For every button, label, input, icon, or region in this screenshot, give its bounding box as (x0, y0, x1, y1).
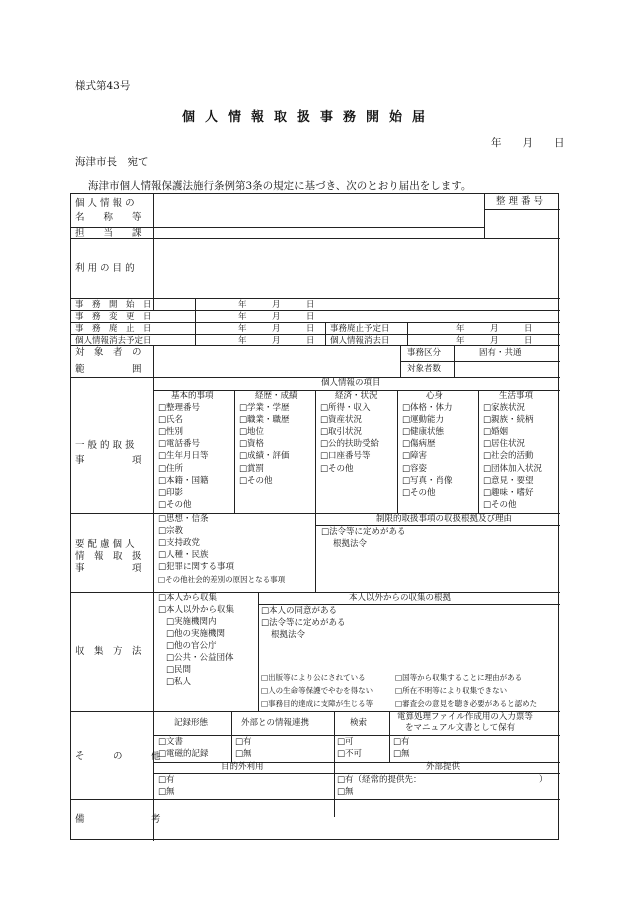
item-checkbox-career[interactable]: □ その他 (239, 476, 273, 487)
link-no-checkbox[interactable]: □ 無 (235, 749, 252, 760)
sensitive-label-3: 事 項 (75, 563, 142, 574)
general-label-2: 事 項 (75, 455, 142, 466)
abolish-date-label: 事 務 廃 止 日 (75, 324, 152, 334)
item-checkbox-basic[interactable]: □ 氏名 (158, 415, 183, 426)
item-checkbox-basic[interactable]: □ 本籍・国籍 (158, 476, 209, 487)
purpose-label: 利 用 の 目 的 (75, 263, 135, 274)
basis-consent-checkbox[interactable]: □ 本人の同意がある (261, 606, 337, 617)
info-link-header: 外部との情報連携 (241, 718, 310, 728)
collect-self-checkbox[interactable]: □ 本人から収集 (158, 593, 217, 604)
office-class-label: 事務区分 (407, 348, 442, 358)
reason-checkbox[interactable]: □ 出版等により公にされている (261, 673, 366, 683)
internal-yes-checkbox[interactable]: □ 有 (158, 775, 175, 786)
item-checkbox-life[interactable]: □ 居住状況 (483, 439, 525, 450)
manual-header-1: 電算処理ファイル作成用の入力票等 (397, 712, 533, 722)
source-checkbox[interactable]: □ 実施機関内 (166, 617, 217, 628)
sensitive-checkbox[interactable]: □ 支持政党 (158, 538, 200, 549)
erase-date-field[interactable]: 年 月 日 (456, 336, 533, 346)
page-title: 個人情報取扱事務開始届 (182, 110, 436, 125)
item-checkbox-life[interactable]: □ 団体加入状況 (483, 464, 542, 475)
item-checkbox-career[interactable]: □ 職業・職歴 (239, 415, 290, 426)
sensitive-basis-header: 制限的取扱事項の収扱根拠及び理由 (376, 514, 513, 524)
item-checkbox-life[interactable]: □ 婚姻 (483, 427, 508, 438)
basis-law-name-label: 根拠法令 (271, 630, 306, 640)
item-checkbox-life[interactable]: □ 家族状況 (483, 403, 525, 414)
name-label-1: 個 人 情 報 の (75, 198, 135, 209)
start-date-field[interactable]: 年 月 日 (238, 300, 315, 310)
item-checkbox-career[interactable]: □ 資格 (239, 439, 264, 450)
manual-no-checkbox[interactable]: □ 無 (393, 749, 410, 760)
category-career-header: 経歴・成績 (255, 391, 298, 401)
other-label: そ の 他 (75, 751, 161, 762)
record-form-header: 記録形態 (174, 718, 209, 728)
subject-label-1: 対 象 者 の (75, 347, 142, 358)
collect-other-checkbox[interactable]: □ 本人以外から収集 (158, 605, 234, 616)
manual-header-2: をマニュアル文書として保有 (405, 723, 516, 733)
external-no-checkbox[interactable]: □ 無 (337, 787, 354, 798)
change-date-label: 事 務 変 更 日 (75, 312, 152, 322)
item-checkbox-career[interactable]: □ 賞罰 (239, 464, 264, 475)
erase-date-label: 個人情報消去日 (330, 336, 390, 346)
item-checkbox-basic[interactable]: □ 整理番号 (158, 403, 200, 414)
form-number: 様式第43号 (75, 80, 131, 92)
remarks-label: 備 考 (75, 814, 161, 825)
item-checkbox-economic[interactable]: □ 口座番号等 (320, 451, 371, 462)
staff-label: 担 当 課 (75, 228, 142, 239)
office-class-value[interactable]: 固有・共通 (479, 348, 522, 358)
item-checkbox-basic[interactable]: □ 印影 (158, 488, 183, 499)
source-checkbox[interactable]: □ 他の官公庁 (166, 641, 217, 652)
name-label-2: 名 称 等 (75, 212, 142, 223)
search-header: 検索 (350, 718, 368, 728)
reason-checkbox[interactable]: □ 事務目的達成に支障が生じる等 (261, 699, 373, 709)
collection-basis-header: 本人以外からの収集の根拠 (349, 593, 452, 603)
manual-yes-checkbox[interactable]: □ 有 (393, 737, 410, 748)
abolish-date-field[interactable]: 年 月 日 (238, 324, 315, 334)
category-basic-header: 基本的事項 (171, 391, 214, 401)
abolish-plan-label: 事務廃止予定日 (330, 324, 390, 334)
collection-label: 収 集 方 法 (75, 646, 142, 657)
reference-number-label: 整 理 番 号 (496, 196, 544, 207)
item-checkbox-basic[interactable]: □ 性別 (158, 427, 183, 438)
item-checkbox-economic[interactable]: □ 所得・収入 (320, 403, 371, 414)
erase-plan-date-label: 個人情報消去予定日 (75, 336, 152, 346)
item-checkbox-career[interactable]: □ 学業・学歴 (239, 403, 290, 414)
start-date-label: 事 務 開 始 日 (75, 300, 152, 310)
category-economic-header: 経済・状況 (335, 391, 378, 401)
record-electronic-checkbox[interactable]: □ 電磁的記録 (158, 749, 209, 760)
item-checkbox-body[interactable]: □ 傷病歴 (402, 439, 436, 450)
item-checkbox-economic[interactable]: □ 取引状況 (320, 427, 362, 438)
basis-law-checkbox[interactable]: □ 法令等に定めがある (261, 618, 346, 629)
abolish-plan-field[interactable]: 年 月 日 (456, 324, 533, 334)
search-impossible-checkbox[interactable]: □ 不可 (337, 749, 362, 760)
source-checkbox[interactable]: □ 民間 (166, 665, 191, 676)
sensitive-label-2: 情 報 取 扱 (75, 551, 142, 562)
item-checkbox-body[interactable]: □ 体格・体力 (402, 403, 453, 414)
search-possible-checkbox[interactable]: □ 可 (337, 737, 354, 748)
application-form (70, 193, 559, 840)
general-label-1: 一 般 的 取 扱 (75, 440, 135, 451)
item-checkbox-life[interactable]: □ 趣味・嗜好 (483, 488, 534, 499)
erase-plan-date-field[interactable]: 年 月 日 (238, 336, 315, 346)
sensitive-checkbox[interactable]: □ 人種・民族 (158, 550, 209, 561)
category-life-header: 生活事項 (499, 391, 534, 401)
reason-checkbox[interactable]: □ 所在不明等により収集できない (395, 686, 507, 696)
sensitive-checkbox[interactable]: □ その他社会的差別の原因となる事項 (158, 575, 285, 585)
addressee: 海津市長 宛て (75, 156, 149, 168)
subject-count-label: 対象者数 (407, 364, 442, 374)
item-checkbox-basic[interactable]: □ 住所 (158, 464, 183, 475)
external-yes-checkbox[interactable]: □ 有（経常的提供先： (337, 775, 422, 786)
items-header: 個人情報の項目 (321, 378, 381, 388)
external-close-paren: ） (539, 775, 548, 785)
item-checkbox-career[interactable]: □ 成績・評価 (239, 451, 290, 462)
item-checkbox-life[interactable]: □ その他 (483, 500, 517, 511)
item-checkbox-body[interactable]: □ 容姿 (402, 464, 427, 475)
source-checkbox[interactable]: □ 他の実施機関 (166, 629, 225, 640)
item-checkbox-basic[interactable]: □ その他 (158, 500, 192, 511)
item-checkbox-life[interactable]: □ 社会的活動 (483, 451, 534, 462)
item-checkbox-life[interactable]: □ 意見・要望 (483, 476, 534, 487)
subject-label-2: 範 囲 (75, 364, 142, 375)
category-body-header: 心身 (426, 391, 444, 401)
reason-checkbox[interactable]: □ 人の生命等保護でやむを得ない (261, 686, 373, 696)
item-checkbox-basic[interactable]: □ 電話番号 (158, 439, 200, 450)
item-checkbox-body[interactable]: □ 写真・肖像 (402, 476, 453, 487)
change-date-field[interactable]: 年 月 日 (238, 312, 315, 322)
source-checkbox[interactable]: □ 公共・公益団体 (166, 653, 234, 664)
item-checkbox-basic[interactable]: □ 生年月日等 (158, 451, 209, 462)
sensitive-checkbox[interactable]: □ 犯罪に関する事項 (158, 562, 234, 573)
sensitive-checkbox[interactable]: □ 思想・信条 (158, 514, 209, 525)
item-checkbox-body[interactable]: □ 健康状態 (402, 427, 444, 438)
item-checkbox-economic[interactable]: □ 公的扶助受給 (320, 439, 379, 450)
internal-no-checkbox[interactable]: □ 無 (158, 787, 175, 798)
date-field[interactable]: 年 月 日 (491, 137, 565, 149)
item-checkbox-life[interactable]: □ 親族・続柄 (483, 415, 534, 426)
reason-checkbox[interactable]: □ 審査会の意見を聴き必要があると認めた (395, 699, 537, 709)
reason-checkbox[interactable]: □ 国等から収集することに理由がある (395, 673, 522, 683)
item-checkbox-body[interactable]: □ その他 (402, 488, 436, 499)
item-checkbox-body[interactable]: □ 障害 (402, 451, 427, 462)
sensitive-law-checkbox[interactable]: □ 法令等に定めがある (321, 527, 406, 538)
sensitive-law-label: 根拠法令 (333, 539, 368, 549)
record-docs-checkbox[interactable]: □ 文書 (158, 737, 183, 748)
intro-text: 海津市個人情報保護法施行条例第3条の規定に基づき、次のとおり届出をします。 (88, 180, 472, 192)
external-provision-header: 外部提供 (426, 762, 461, 772)
sensitive-label-1: 要 配 慮 個 人 (75, 539, 135, 550)
item-checkbox-economic[interactable]: □ 資産状況 (320, 415, 362, 426)
internal-use-header: 目的外利用 (221, 762, 264, 772)
link-yes-checkbox[interactable]: □ 有 (235, 737, 252, 748)
sensitive-checkbox[interactable]: □ 宗教 (158, 526, 183, 537)
source-checkbox[interactable]: □ 私人 (166, 677, 191, 688)
item-checkbox-economic[interactable]: □ その他 (320, 464, 354, 475)
item-checkbox-career[interactable]: □ 地位 (239, 427, 264, 438)
item-checkbox-body[interactable]: □ 運動能力 (402, 415, 444, 426)
